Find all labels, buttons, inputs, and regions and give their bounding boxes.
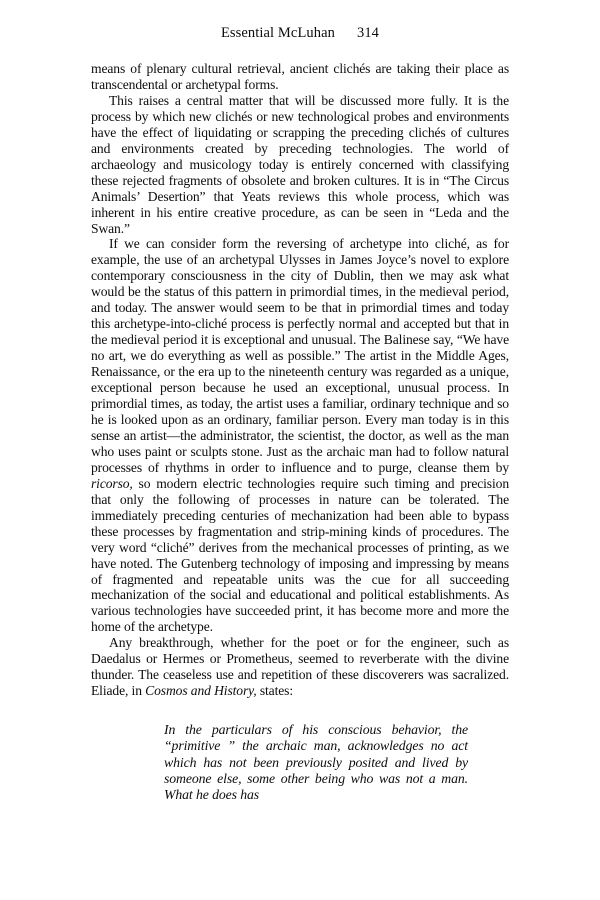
running-header bbox=[0, 25, 600, 42]
page-body bbox=[91, 61, 509, 804]
paragraph bbox=[91, 236, 509, 635]
paragraph-text: Any breakthrough, whether for the poet or for the engineer, such as Daedalus or Hermes or Prometheus, seemed to reverberate with the divine thunder. The ceaseless use and repetition of these discoverers was sacralized. Eliade, in bbox=[91, 635, 509, 699]
italic-term: ricorso, bbox=[91, 475, 133, 491]
paragraph-text: so modern electric technologies require such timing and precision that only the following of processes in nature can be tolerated. The immediately preceding centuries of mechanization had been able to bypass these processes by fragmentation and strip-mining kinds of procedures. The very word “cliché” derives from the mechanical processes of printing, as we have noted. The Gutenberg technology of imposing and impressing by means of fragmented and repeatable units was the cue for all succeeding mechanization of the social and educational and political establishments. As various technologies have succeeded print, it has become more and more the home of the archetype. bbox=[91, 475, 509, 635]
block-quote: In the particulars of his conscious behavior, the “primitive ” the archaic man, acknowledges no act which has not been previously posited and lived by someone else, some other being who was not a man. What he does has bbox=[164, 722, 468, 803]
paragraph-text: states: bbox=[256, 683, 293, 699]
paragraph-text: If we can consider form the reversing of archetype into cliché, as for example, the use of an archetypal Ulysses in James Joyce’s novel to explore contemporary consciousness in the city of Dublin, then we may ask what would be the status of this pattern in primordial times, in the medieval period, and today. The answer would seem to be that in primordial times and today this archetype-into-cliché process is perfectly normal and accepted but that in the medieval period it is exceptional and unusual. The Balinese say, “We have no art, we do everything as well as possible.” The artist in the Middle Ages, Renaissance, or the era up to the nineteenth century was regarded as a unique, exceptional person because he used an exceptional, unusual process. In primordial times, as today, the artist uses a familiar, ordinary technique and so he is looked upon as an ordinary, familiar person. Every man today is in this sense an artist—the administrator, the scientist, the doctor, as well as the man who uses paint or sculpts stone. Just as the archaic man had to follow natural processes of rhythms in order to influence and to purge, cleanse them by bbox=[91, 236, 509, 475]
book-title: Essential McLuhan bbox=[220, 25, 335, 41]
paragraph-continuation: means of plenary cultural retrieval, ancient clichés are taking their place as transcendental or archetypal forms. bbox=[91, 61, 509, 92]
cited-book-title: Cosmos and History, bbox=[145, 683, 257, 699]
paragraph bbox=[91, 635, 509, 699]
paragraph: This raises a central matter that will be discussed more fully. It is the process by which new clichés or new technological probes and environments have the effect of liquidating or scrapping the preceding clichés of cultures and environments created by preceding technologies. The world of archaeology and musicology today is entirely concerned with classifying these rejected fragments of obsolete and broken cultures. It is in “The Circus Animals’ Desertion” that Yeats reviews this whole process, which was inherent in his entire creative procedure, as can be seen in “Leda and the Swan.” bbox=[91, 92, 509, 236]
page-number: 314 bbox=[356, 25, 380, 41]
